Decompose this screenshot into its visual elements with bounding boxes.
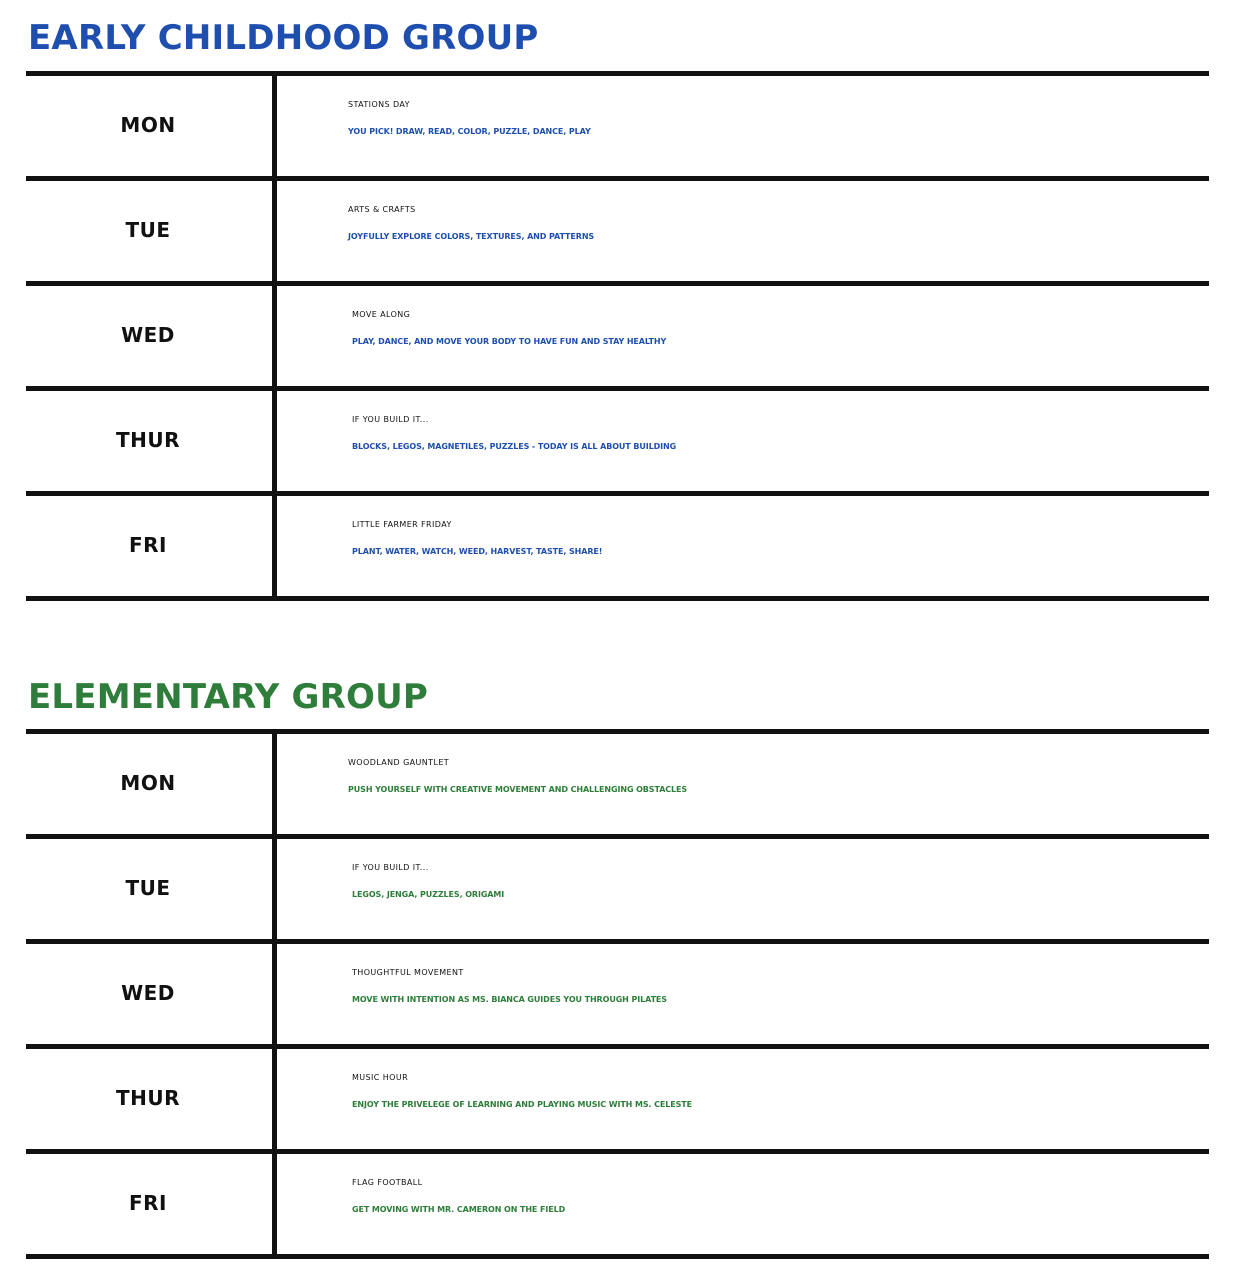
early-childhood-schedule-table [26,71,1209,601]
early-childhood-title: EARLY CHILDHOOD GROUP [28,18,539,58]
activity-cell [352,298,1209,352]
schedule-row-fri [26,491,1209,601]
schedule-row-mon [26,71,1209,176]
activity-title: IF YOU BUILD IT... [352,863,429,872]
day-label: THUR [115,428,181,452]
activity-cell [352,851,1209,905]
activity-cell [348,746,1209,800]
day-label: FRI [128,1191,167,1215]
column-divider [272,1154,277,1254]
day-label: THUR [115,1086,181,1110]
activity-title: LITTLE FARMER FRIDAY [352,520,452,529]
activity-title: STATIONS DAY [348,100,410,109]
column-divider [272,286,277,386]
activity-description: JOYFULLY EXPLORE COLORS, TEXTURES, AND PATTERNS [348,232,595,241]
activity-description: PUSH YOURSELF WITH CREATIVE MOVEMENT AND CHALLENGING OBSTACLES [348,785,688,794]
activity-description: MOVE WITH INTENTION AS MS. BIANCA GUIDES YOU THROUGH PILATES [352,995,667,1004]
schedule-row-tue [26,176,1209,281]
activity-cell [352,1061,1209,1115]
day-label: WED [121,981,175,1005]
activity-description: YOU PICK! DRAW, READ, COLOR, PUZZLE, DANCE, PLAY [348,127,591,136]
day-label: TUE [125,876,171,900]
column-divider [272,1049,277,1149]
column-divider [272,496,277,596]
activity-cell [352,956,1209,1010]
schedule-row-wed [26,939,1209,1044]
activity-description: GET MOVING WITH MR. CAMERON ON THE FIELD [352,1205,566,1214]
activity-description: BLOCKS, LEGOS, MAGNETILES, PUZZLES - TODAY IS ALL ABOUT BUILDING [352,442,677,451]
schedule-row-thur [26,386,1209,491]
activity-title: IF YOU BUILD IT... [352,415,429,424]
activity-title: WOODLAND GAUNTLET [348,758,450,767]
activity-title: FLAG FOOTBALL [352,1178,423,1187]
day-label: MON [120,771,176,795]
day-label: FRI [128,533,167,557]
activity-title: MUSIC HOUR [352,1073,409,1082]
schedule-row-fri [26,1149,1209,1259]
schedule-row-tue [26,834,1209,939]
elementary-title: ELEMENTARY GROUP [28,677,428,717]
day-label: MON [120,113,176,137]
activity-cell [352,508,1209,562]
activity-description: PLAY, DANCE, AND MOVE YOUR BODY TO HAVE FUN AND STAY HEALTHY [352,337,667,346]
column-divider [272,944,277,1044]
activity-description: PLANT, WATER, WATCH, WEED, HARVEST, TASTE, SHARE! [352,547,603,556]
column-divider [272,76,277,176]
activity-title: THOUGHTFUL MOVEMENT [352,968,464,977]
day-label: TUE [125,218,171,242]
column-divider [272,734,277,834]
day-label: WED [121,323,175,347]
activity-cell [352,1166,1209,1220]
activity-cell [348,193,1209,247]
activity-cell [348,88,1209,142]
column-divider [272,181,277,281]
activity-description: ENJOY THE PRIVELEGE OF LEARNING AND PLAYING MUSIC WITH MS. CELESTE [352,1100,692,1109]
column-divider [272,839,277,939]
schedule-row-mon [26,729,1209,834]
schedule-row-wed [26,281,1209,386]
activity-title: MOVE ALONG [352,310,411,319]
activity-description: LEGOS, JENGA, PUZZLES, ORIGAMI [352,890,505,899]
elementary-schedule-table [26,729,1209,1259]
activity-cell [352,403,1209,457]
activity-title: ARTS & CRAFTS [348,205,416,214]
schedule-row-thur [26,1044,1209,1149]
column-divider [272,391,277,491]
